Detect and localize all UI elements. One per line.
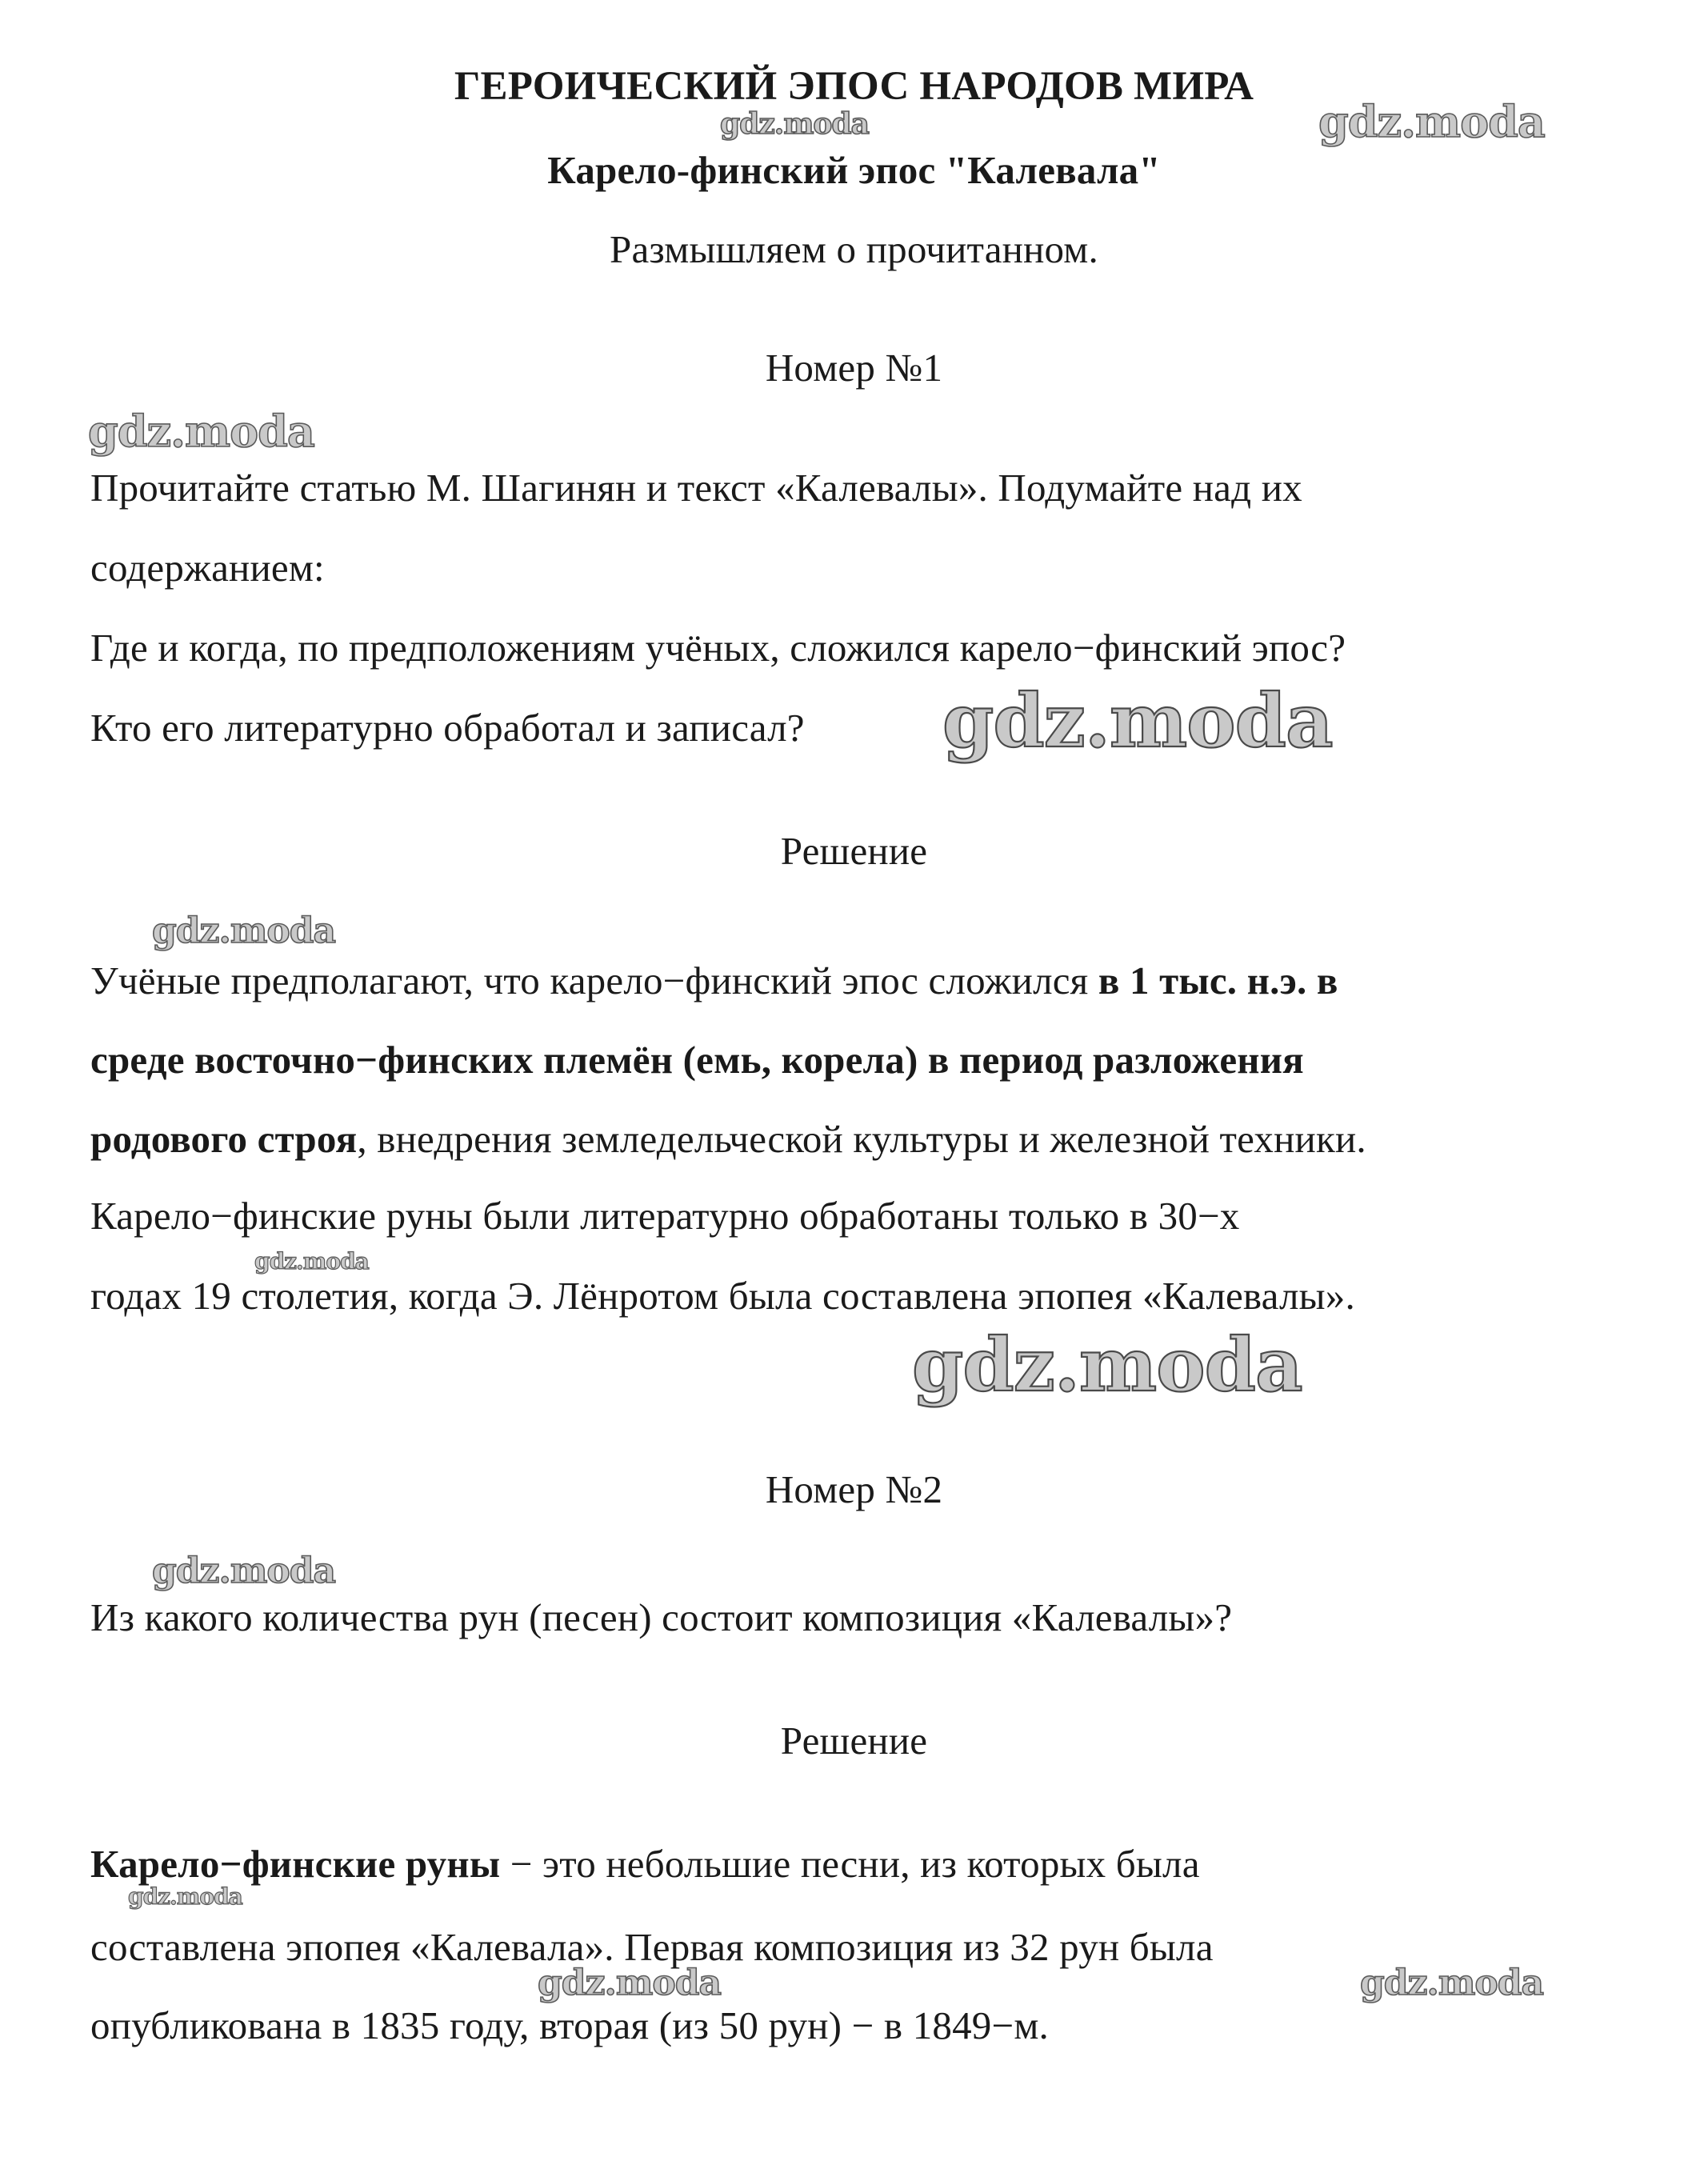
answer-bold-text: в 1 тыс. н.э. в <box>1098 958 1338 1002</box>
watermark: gdz.moda <box>1318 96 1545 147</box>
watermark: gdz.moda <box>128 1883 242 1910</box>
watermark: gdz.moda <box>88 406 314 457</box>
answer-bold-text: Карело−финские руны <box>90 1842 501 1886</box>
task1-heading: Номер №1 <box>765 346 943 390</box>
answer-text: Учёные предполагают, что карело−финский эпос сложился <box>90 958 1098 1002</box>
section-title: Размышляем о прочитанном. <box>610 227 1098 271</box>
task2-answer-line: составлена эпопея «Калевала». Первая композиция из 32 рун была <box>90 1925 1214 1969</box>
watermark: gdz.moda <box>152 1551 336 1591</box>
watermark: gdz.moda <box>912 1322 1302 1408</box>
watermark: gdz.moda <box>1360 1963 1544 2003</box>
task2-question: Из какого количества рун (песен) состоит композиция «Калевалы»? <box>90 1595 1233 1639</box>
watermark: gdz.moda <box>942 678 1333 764</box>
answer-text: − это небольшие песни, из которых была <box>500 1842 1200 1886</box>
task1-answer-line: годах 19 столетия, когда Э. Лёнротом была составлена эпопея «Калевалы». <box>90 1274 1355 1318</box>
watermark: gdz.moda <box>720 107 869 141</box>
answer-bold-text: родового строя <box>90 1117 358 1161</box>
task2-heading: Номер №2 <box>765 1467 943 1511</box>
task2-answer-line: опубликована в 1835 году, вторая (из 50 рун) − в 1849−м. <box>90 2003 1049 2047</box>
task2-solution-heading: Решение <box>780 1719 928 1763</box>
watermark: gdz.moda <box>538 1963 722 2003</box>
task1-question-line: Прочитайте статью М. Шагинян и текст «Калевалы». Подумайте над их <box>90 466 1302 510</box>
watermark: gdz.moda <box>152 910 336 951</box>
watermark: gdz.moda <box>254 1248 369 1275</box>
task1-solution-heading: Решение <box>780 829 928 873</box>
task1-question-line: Где и когда, по предположениям учёных, сложился карело−финский эпос? <box>90 626 1346 670</box>
task1-question-line: содержанием: <box>90 546 325 590</box>
task1-answer-line <box>90 1115 1366 1163</box>
task1-answer-line: среде восточно−финских племён (емь, корела) в период разложения <box>90 1038 1304 1082</box>
task2-answer-line <box>90 1840 1200 1888</box>
document-subtitle: Карело-финский эпос "Калевала" <box>547 148 1161 192</box>
task1-answer-line <box>90 957 1338 1005</box>
document-title: ГЕРОИЧЕСКИЙ ЭПОС НАРОДОВ МИРА <box>454 64 1254 109</box>
task1-answer-line: Карело−финские руны были литературно обработаны только в 30−х <box>90 1194 1240 1238</box>
answer-text: , внедрения земледельческой культуры и железной техники. <box>357 1117 1366 1161</box>
task1-question-line: Кто его литературно обработал и записал? <box>90 706 805 750</box>
